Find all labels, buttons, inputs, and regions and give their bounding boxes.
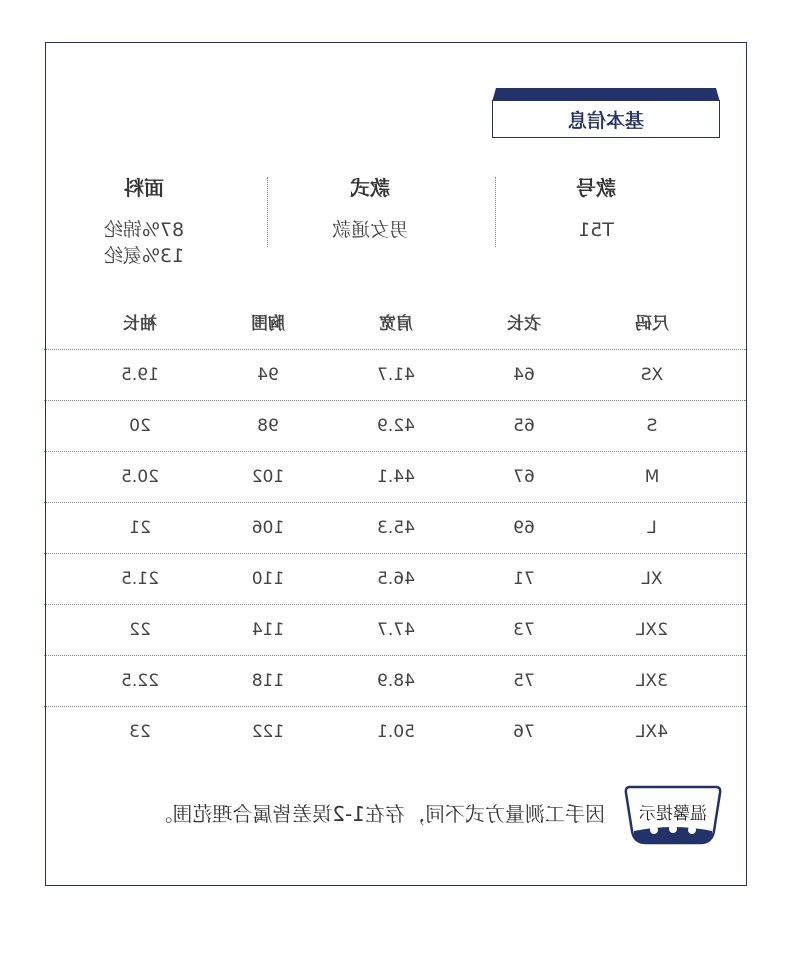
- info-fabric: [30, 173, 258, 269]
- table-cell: 41.7: [377, 365, 415, 385]
- table-cell: 73: [513, 620, 535, 640]
- table-cell: 45.3: [377, 518, 415, 538]
- table-cell: 69: [513, 518, 535, 538]
- table-cell: 21: [129, 518, 151, 538]
- table-cell: 50.1: [377, 722, 415, 742]
- info-divider: [267, 177, 268, 247]
- info-value: T51: [578, 219, 614, 241]
- table-cell: 122: [251, 722, 285, 742]
- tip-footer: [44, 783, 746, 853]
- table-cell: 22.5: [121, 671, 159, 691]
- table-cell: 19.5: [121, 365, 159, 385]
- table-row: [44, 503, 746, 554]
- info-label: 款式: [350, 176, 390, 200]
- info-value: 87%锦纶 13%氨纶: [103, 219, 185, 267]
- tip-badge-label: 温馨提示: [639, 804, 707, 824]
- table-cell: XL: [641, 569, 663, 589]
- table-cell: 47.7: [377, 620, 415, 640]
- table-cell: 42.9: [377, 416, 415, 436]
- table-row: [44, 350, 746, 401]
- column-header: 衣长: [507, 314, 541, 334]
- size-info-card: [45, 42, 747, 886]
- table-cell: 76: [513, 722, 535, 742]
- table-cell: M: [644, 467, 660, 487]
- table-row: [44, 656, 746, 707]
- table-cell: XS: [640, 365, 664, 385]
- table-cell: 46.5: [377, 569, 415, 589]
- info-label: 款号: [576, 176, 616, 200]
- table-cell: 64: [513, 365, 535, 385]
- table-cell: 67: [513, 467, 535, 487]
- info-style-type: [256, 173, 484, 243]
- table-cell: 75: [513, 671, 535, 691]
- tip-badge: [624, 785, 722, 845]
- table-cell: L: [647, 518, 657, 538]
- table-cell: 94: [257, 365, 279, 385]
- column-header: 尺码: [635, 314, 669, 334]
- info-value: 男女通款: [332, 219, 409, 241]
- table-row: [44, 452, 746, 503]
- table-row: [44, 605, 746, 656]
- table-cell: 23: [129, 722, 151, 742]
- table-cell: S: [646, 416, 658, 436]
- table-cell: 20: [129, 416, 151, 436]
- table-cell: 98: [257, 416, 279, 436]
- column-header: 肩宽: [379, 314, 413, 334]
- table-cell: 65: [513, 416, 535, 436]
- info-style-number: [482, 173, 710, 243]
- size-table: [44, 299, 746, 758]
- table-header-row: [44, 299, 746, 350]
- info-divider: [495, 177, 496, 247]
- table-row: [44, 707, 746, 758]
- section-title-tab: [492, 88, 720, 138]
- table-cell: 22: [129, 620, 151, 640]
- table-row: [44, 554, 746, 605]
- table-cell: 21.5: [121, 569, 159, 589]
- table-cell: 106: [251, 518, 285, 538]
- info-label: 面料: [124, 176, 164, 200]
- table-cell: 71: [513, 569, 535, 589]
- table-cell: 110: [251, 569, 285, 589]
- basic-info-row: [44, 173, 746, 293]
- table-cell: 3XL: [636, 671, 668, 691]
- table-cell: 44.1: [377, 467, 415, 487]
- column-header: 袖长: [123, 314, 157, 334]
- table-cell: 4XL: [636, 722, 668, 742]
- table-cell: 48.9: [377, 671, 415, 691]
- table-cell: 102: [251, 467, 285, 487]
- column-header: 胸围: [251, 314, 285, 334]
- table-cell: 118: [251, 671, 285, 691]
- section-title: 基本信息: [568, 110, 645, 132]
- tip-note: 因手工测量方式不同，存在1-2误差皆属合理范围。: [152, 802, 605, 826]
- table-cell: 20.5: [121, 467, 159, 487]
- table-cell: 114: [251, 620, 285, 640]
- table-row: [44, 401, 746, 452]
- table-cell: 2XL: [636, 620, 668, 640]
